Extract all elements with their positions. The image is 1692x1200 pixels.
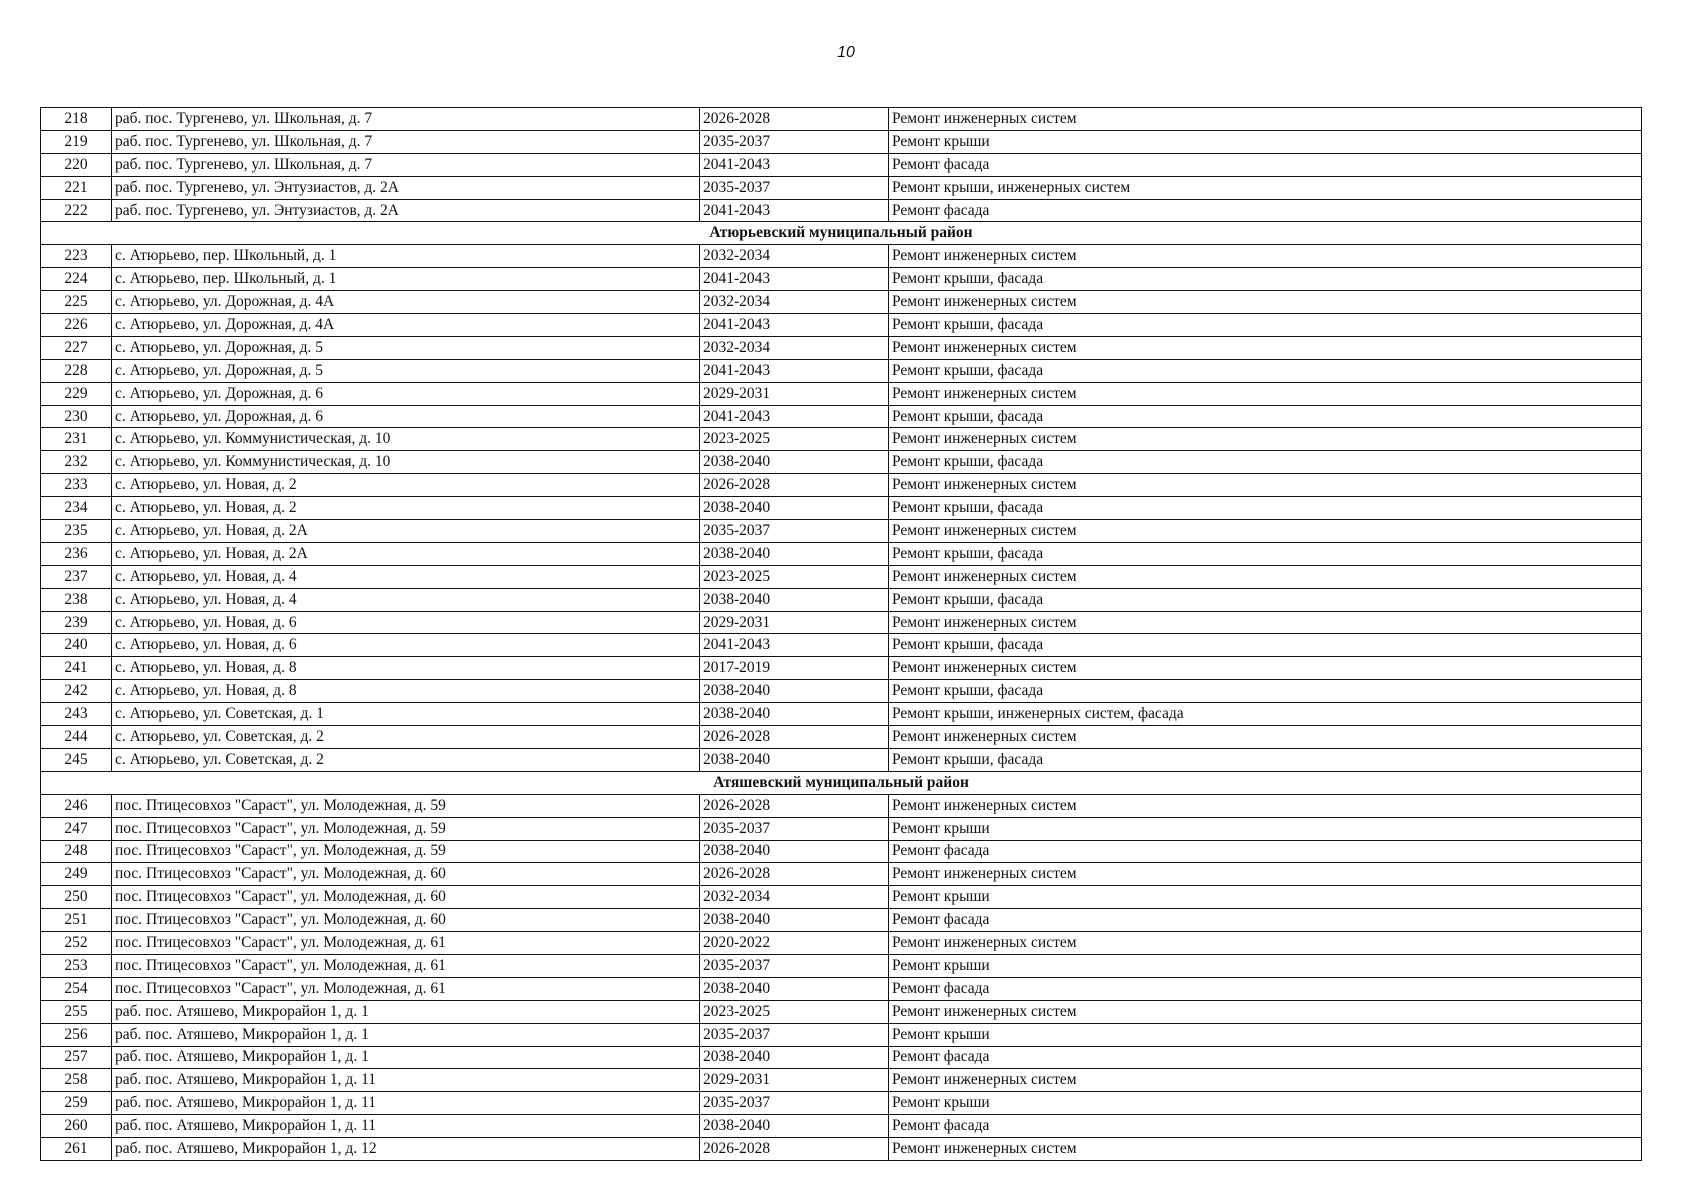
work-type-cell: Ремонт крыши	[889, 954, 1642, 977]
address-cell: раб. пос. Атяшево, Микрорайон 1, д. 11	[112, 1069, 700, 1092]
table-row	[41, 886, 1642, 909]
row-number: 253	[41, 954, 112, 977]
address-cell: с. Атюрьево, ул. Дорожная, д. 6	[112, 405, 700, 428]
period-cell: 2032-2034	[700, 886, 889, 909]
address-cell: раб. пос. Тургенево, ул. Школьная, д. 7	[112, 108, 700, 131]
row-number: 257	[41, 1046, 112, 1069]
period-cell: 2038-2040	[700, 588, 889, 611]
work-type-cell: Ремонт крыши, фасада	[889, 634, 1642, 657]
table-row	[41, 1115, 1642, 1138]
table-row	[41, 336, 1642, 359]
row-number: 229	[41, 382, 112, 405]
table-row	[41, 428, 1642, 451]
table-row	[41, 794, 1642, 817]
period-cell: 2023-2025	[700, 565, 889, 588]
table-row	[41, 520, 1642, 543]
period-cell: 2026-2028	[700, 1138, 889, 1161]
period-cell: 2026-2028	[700, 726, 889, 749]
table-row	[41, 474, 1642, 497]
work-type-cell: Ремонт крыши, фасада	[889, 405, 1642, 428]
row-number: 222	[41, 199, 112, 222]
work-type-cell: Ремонт инженерных систем	[889, 1138, 1642, 1161]
row-number: 247	[41, 817, 112, 840]
table-row	[41, 130, 1642, 153]
district-title: Атюрьевский муниципальный район	[41, 222, 1642, 245]
period-cell: 2026-2028	[700, 863, 889, 886]
row-number: 236	[41, 542, 112, 565]
row-number: 227	[41, 336, 112, 359]
period-cell: 2029-2031	[700, 1069, 889, 1092]
period-cell: 2038-2040	[700, 497, 889, 520]
work-type-cell: Ремонт крыши	[889, 1092, 1642, 1115]
row-number: 224	[41, 268, 112, 291]
period-cell: 2038-2040	[700, 909, 889, 932]
table-row	[41, 108, 1642, 131]
address-cell: пос. Птицесовхоз "Сараст", ул. Молодежная, д. 61	[112, 932, 700, 955]
row-number: 225	[41, 291, 112, 314]
address-cell: с. Атюрьево, ул. Советская, д. 2	[112, 726, 700, 749]
row-number: 254	[41, 977, 112, 1000]
address-cell: раб. пос. Тургенево, ул. Школьная, д. 7	[112, 153, 700, 176]
work-type-cell: Ремонт фасада	[889, 977, 1642, 1000]
row-number: 246	[41, 794, 112, 817]
table-row	[41, 588, 1642, 611]
work-type-cell: Ремонт крыши, инженерных систем	[889, 176, 1642, 199]
row-number: 234	[41, 497, 112, 520]
row-number: 249	[41, 863, 112, 886]
table-row	[41, 703, 1642, 726]
address-cell: пос. Птицесовхоз "Сараст", ул. Молодежная, д. 61	[112, 977, 700, 1000]
address-cell: раб. пос. Атяшево, Микрорайон 1, д. 1	[112, 1046, 700, 1069]
table-row	[41, 245, 1642, 268]
period-cell: 2038-2040	[700, 703, 889, 726]
row-number: 255	[41, 1000, 112, 1023]
row-number: 258	[41, 1069, 112, 1092]
row-number: 218	[41, 108, 112, 131]
table-row	[41, 199, 1642, 222]
work-type-cell: Ремонт инженерных систем	[889, 336, 1642, 359]
address-cell: пос. Птицесовхоз "Сараст", ул. Молодежная, д. 60	[112, 863, 700, 886]
address-cell: раб. пос. Атяшево, Микрорайон 1, д. 11	[112, 1092, 700, 1115]
row-number: 232	[41, 451, 112, 474]
row-number: 235	[41, 520, 112, 543]
row-number: 240	[41, 634, 112, 657]
row-number: 251	[41, 909, 112, 932]
address-cell: пос. Птицесовхоз "Сараст", ул. Молодежная, д. 60	[112, 886, 700, 909]
period-cell: 2038-2040	[700, 451, 889, 474]
address-cell: с. Атюрьево, ул. Новая, д. 6	[112, 611, 700, 634]
row-number: 243	[41, 703, 112, 726]
table-row	[41, 863, 1642, 886]
period-cell: 2035-2037	[700, 520, 889, 543]
period-cell: 2035-2037	[700, 954, 889, 977]
work-type-cell: Ремонт инженерных систем	[889, 863, 1642, 886]
period-cell: 2035-2037	[700, 176, 889, 199]
address-cell: с. Атюрьево, ул. Новая, д. 2А	[112, 542, 700, 565]
work-type-cell: Ремонт фасада	[889, 153, 1642, 176]
district-title: Атяшевский муниципальный район	[41, 771, 1642, 794]
address-cell: раб. пос. Атяшево, Микрорайон 1, д. 1	[112, 1000, 700, 1023]
work-type-cell: Ремонт фасада	[889, 909, 1642, 932]
row-number: 239	[41, 611, 112, 634]
table-row	[41, 726, 1642, 749]
address-cell: раб. пос. Атяшево, Микрорайон 1, д. 1	[112, 1023, 700, 1046]
address-cell: пос. Птицесовхоз "Сараст", ул. Молодежная, д. 61	[112, 954, 700, 977]
work-type-cell: Ремонт инженерных систем	[889, 108, 1642, 131]
address-cell: с. Атюрьево, ул. Новая, д. 8	[112, 657, 700, 680]
work-type-cell: Ремонт инженерных систем	[889, 474, 1642, 497]
period-cell: 2041-2043	[700, 268, 889, 291]
row-number: 230	[41, 405, 112, 428]
address-cell: раб. пос. Тургенево, ул. Энтузиастов, д. 2А	[112, 176, 700, 199]
work-type-cell: Ремонт крыши, фасада	[889, 542, 1642, 565]
address-cell: с. Атюрьево, ул. Советская, д. 1	[112, 703, 700, 726]
address-cell: раб. пос. Атяшево, Микрорайон 1, д. 11	[112, 1115, 700, 1138]
work-type-cell: Ремонт фасада	[889, 199, 1642, 222]
work-type-cell: Ремонт инженерных систем	[889, 520, 1642, 543]
table-body	[41, 108, 1642, 1161]
period-cell: 2038-2040	[700, 542, 889, 565]
address-cell: с. Атюрьево, пер. Школьный, д. 1	[112, 245, 700, 268]
row-number: 252	[41, 932, 112, 955]
work-type-cell: Ремонт крыши	[889, 130, 1642, 153]
period-cell: 2038-2040	[700, 680, 889, 703]
row-number: 231	[41, 428, 112, 451]
row-number: 256	[41, 1023, 112, 1046]
row-number: 221	[41, 176, 112, 199]
period-cell: 2029-2031	[700, 382, 889, 405]
period-cell: 2041-2043	[700, 405, 889, 428]
district-header-row	[41, 771, 1642, 794]
row-number: 237	[41, 565, 112, 588]
address-cell: с. Атюрьево, ул. Коммунистическая, д. 10	[112, 428, 700, 451]
table-row	[41, 954, 1642, 977]
table-row	[41, 1069, 1642, 1092]
row-number: 228	[41, 359, 112, 382]
address-cell: с. Атюрьево, ул. Коммунистическая, д. 10	[112, 451, 700, 474]
period-cell: 2038-2040	[700, 977, 889, 1000]
row-number: 248	[41, 840, 112, 863]
table-row	[41, 657, 1642, 680]
row-number: 226	[41, 314, 112, 337]
table-row	[41, 840, 1642, 863]
period-cell: 2038-2040	[700, 840, 889, 863]
address-cell: с. Атюрьево, ул. Дорожная, д. 5	[112, 336, 700, 359]
period-cell: 2041-2043	[700, 359, 889, 382]
address-cell: с. Атюрьево, ул. Новая, д. 2А	[112, 520, 700, 543]
address-cell: с. Атюрьево, ул. Новая, д. 2	[112, 474, 700, 497]
address-cell: раб. пос. Тургенево, ул. Школьная, д. 7	[112, 130, 700, 153]
period-cell: 2026-2028	[700, 474, 889, 497]
table-row	[41, 314, 1642, 337]
period-cell: 2038-2040	[700, 1115, 889, 1138]
table-row	[41, 1046, 1642, 1069]
work-type-cell: Ремонт крыши	[889, 1023, 1642, 1046]
period-cell: 2023-2025	[700, 428, 889, 451]
row-number: 259	[41, 1092, 112, 1115]
table-row	[41, 611, 1642, 634]
row-number: 261	[41, 1138, 112, 1161]
table-row	[41, 1000, 1642, 1023]
table-row	[41, 817, 1642, 840]
table-row	[41, 542, 1642, 565]
address-cell: пос. Птицесовхоз "Сараст", ул. Молодежная, д. 59	[112, 794, 700, 817]
work-type-cell: Ремонт инженерных систем	[889, 657, 1642, 680]
period-cell: 2035-2037	[700, 1023, 889, 1046]
table-row	[41, 359, 1642, 382]
period-cell: 2035-2037	[700, 1092, 889, 1115]
page-number: 10	[837, 44, 855, 61]
work-type-cell: Ремонт крыши, фасада	[889, 748, 1642, 771]
work-type-cell: Ремонт крыши, фасада	[889, 451, 1642, 474]
work-type-cell: Ремонт крыши, фасада	[889, 359, 1642, 382]
row-number: 250	[41, 886, 112, 909]
period-cell: 2023-2025	[700, 1000, 889, 1023]
address-cell: пос. Птицесовхоз "Сараст", ул. Молодежная, д. 59	[112, 840, 700, 863]
row-number: 245	[41, 748, 112, 771]
table-row	[41, 291, 1642, 314]
work-type-cell: Ремонт фасада	[889, 1046, 1642, 1069]
period-cell: 2020-2022	[700, 932, 889, 955]
work-type-cell: Ремонт крыши, фасада	[889, 588, 1642, 611]
table-row	[41, 176, 1642, 199]
address-cell: раб. пос. Тургенево, ул. Энтузиастов, д. 2А	[112, 199, 700, 222]
table-row	[41, 497, 1642, 520]
work-type-cell: Ремонт инженерных систем	[889, 611, 1642, 634]
address-cell: с. Атюрьево, ул. Новая, д. 6	[112, 634, 700, 657]
period-cell: 2038-2040	[700, 748, 889, 771]
work-type-cell: Ремонт крыши	[889, 817, 1642, 840]
address-cell: раб. пос. Атяшево, Микрорайон 1, д. 12	[112, 1138, 700, 1161]
period-cell: 2035-2037	[700, 130, 889, 153]
work-type-cell: Ремонт инженерных систем	[889, 245, 1642, 268]
address-cell: с. Атюрьево, ул. Новая, д. 4	[112, 588, 700, 611]
row-number: 220	[41, 153, 112, 176]
period-cell: 2041-2043	[700, 634, 889, 657]
period-cell: 2017-2019	[700, 657, 889, 680]
work-type-cell: Ремонт инженерных систем	[889, 382, 1642, 405]
work-type-cell: Ремонт инженерных систем	[889, 428, 1642, 451]
work-type-cell: Ремонт фасада	[889, 1115, 1642, 1138]
table-row	[41, 932, 1642, 955]
table-row	[41, 977, 1642, 1000]
period-cell: 2026-2028	[700, 794, 889, 817]
address-cell: с. Атюрьево, ул. Дорожная, д. 5	[112, 359, 700, 382]
table-row	[41, 1092, 1642, 1115]
period-cell: 2032-2034	[700, 291, 889, 314]
table-row	[41, 680, 1642, 703]
district-header-row	[41, 222, 1642, 245]
work-type-cell: Ремонт инженерных систем	[889, 565, 1642, 588]
row-number: 241	[41, 657, 112, 680]
period-cell: 2035-2037	[700, 817, 889, 840]
table-row	[41, 565, 1642, 588]
address-cell: с. Атюрьево, ул. Новая, д. 2	[112, 497, 700, 520]
address-cell: с. Атюрьево, ул. Советская, д. 2	[112, 748, 700, 771]
period-cell: 2026-2028	[700, 108, 889, 131]
table-row	[41, 382, 1642, 405]
work-type-cell: Ремонт крыши, фасада	[889, 497, 1642, 520]
address-cell: пос. Птицесовхоз "Сараст", ул. Молодежная, д. 59	[112, 817, 700, 840]
work-type-cell: Ремонт инженерных систем	[889, 726, 1642, 749]
work-type-cell: Ремонт крыши, инженерных систем, фасада	[889, 703, 1642, 726]
address-cell: с. Атюрьево, ул. Новая, д. 8	[112, 680, 700, 703]
address-cell: пос. Птицесовхоз "Сараст", ул. Молодежная, д. 60	[112, 909, 700, 932]
work-type-cell: Ремонт инженерных систем	[889, 291, 1642, 314]
address-cell: с. Атюрьево, ул. Дорожная, д. 4А	[112, 314, 700, 337]
table-row	[41, 405, 1642, 428]
work-type-cell: Ремонт инженерных систем	[889, 1000, 1642, 1023]
period-cell: 2041-2043	[700, 153, 889, 176]
table-row	[41, 1138, 1642, 1161]
table-row	[41, 748, 1642, 771]
schedule-table	[40, 107, 1642, 1161]
address-cell: с. Атюрьево, ул. Дорожная, д. 4А	[112, 291, 700, 314]
work-type-cell: Ремонт инженерных систем	[889, 794, 1642, 817]
row-number: 223	[41, 245, 112, 268]
table-row	[41, 634, 1642, 657]
period-cell: 2032-2034	[700, 336, 889, 359]
row-number: 219	[41, 130, 112, 153]
work-type-cell: Ремонт крыши, фасада	[889, 314, 1642, 337]
address-cell: с. Атюрьево, пер. Школьный, д. 1	[112, 268, 700, 291]
period-cell: 2041-2043	[700, 199, 889, 222]
row-number: 238	[41, 588, 112, 611]
period-cell: 2032-2034	[700, 245, 889, 268]
work-type-cell: Ремонт инженерных систем	[889, 932, 1642, 955]
period-cell: 2029-2031	[700, 611, 889, 634]
work-type-cell: Ремонт крыши	[889, 886, 1642, 909]
work-type-cell: Ремонт крыши, фасада	[889, 268, 1642, 291]
row-number: 242	[41, 680, 112, 703]
row-number: 260	[41, 1115, 112, 1138]
row-number: 244	[41, 726, 112, 749]
address-cell: с. Атюрьево, ул. Дорожная, д. 6	[112, 382, 700, 405]
work-type-cell: Ремонт крыши, фасада	[889, 680, 1642, 703]
period-cell: 2041-2043	[700, 314, 889, 337]
work-type-cell: Ремонт фасада	[889, 840, 1642, 863]
table-row	[41, 268, 1642, 291]
period-cell: 2038-2040	[700, 1046, 889, 1069]
table-row	[41, 1023, 1642, 1046]
row-number: 233	[41, 474, 112, 497]
table-row	[41, 153, 1642, 176]
address-cell: с. Атюрьево, ул. Новая, д. 4	[112, 565, 700, 588]
table-row	[41, 451, 1642, 474]
work-type-cell: Ремонт инженерных систем	[889, 1069, 1642, 1092]
table-row	[41, 909, 1642, 932]
